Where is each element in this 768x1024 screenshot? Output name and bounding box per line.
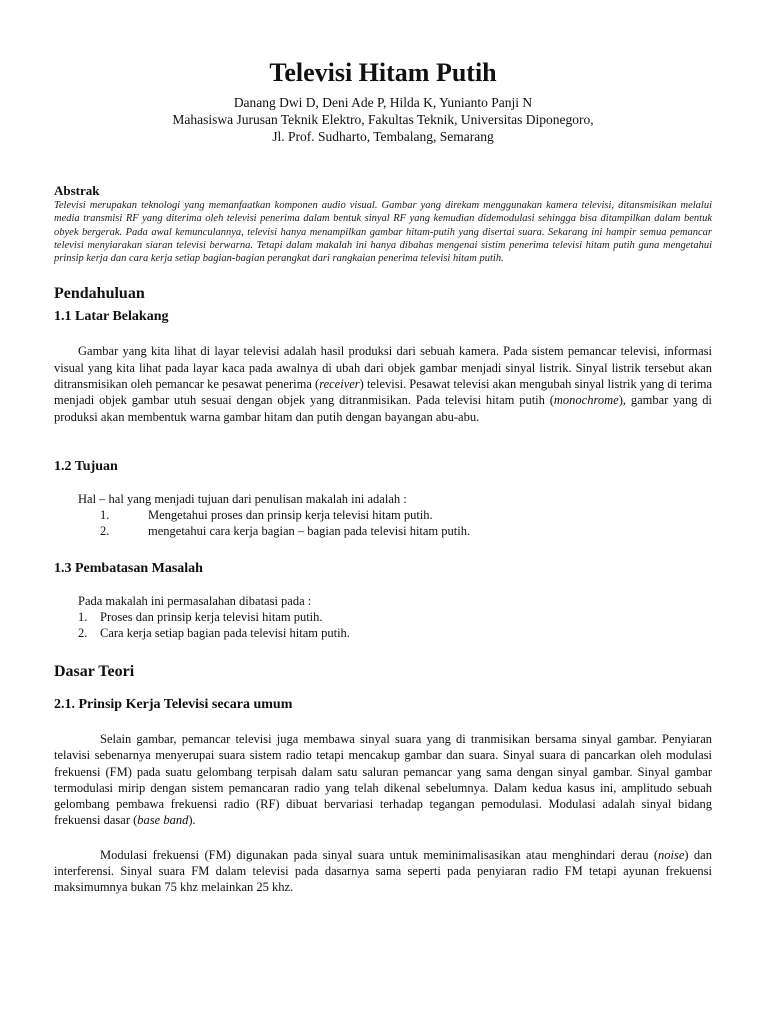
section-heading-dasar-teori: Dasar Teori xyxy=(54,662,135,680)
paragraph-prinsip-kerja-2: Modulasi frekuensi (FM) digunakan pada sinyal suara untuk meminimalisasikan atau menghindari derau (noise) dan interferensi. Sinyal suara FM dalam televisi pada dasarnya sama seperti pada penyiaran radio FM tetapi ayunan frekuensi maksimumnya bukan 75 khz melainkan 25 khz. xyxy=(54,847,712,895)
author-list: Danang Dwi D, Deni Ade P, Hilda K, Yunianto Panji N xyxy=(233,95,533,110)
abstract-text xyxy=(54,199,712,265)
list-item: 1. Mengetahui proses dan prinsip kerja televisi hitam putih. xyxy=(100,507,433,522)
abstract-body: Televisi merupakan teknologi yang memanfaatkan komponen audio visual. Gambar yang direkam menggunakan kamera televisi, ditansmisikan melalui media transmisi RF yang diterima oleh televisi penerima dalam bentuk sinyal RF yang kemudian didemodulasi sehingga bisa ditampilkan dalam bentuk obyek bergerak. Pada awal kemunculannya, televisi hanya menampilkan gambar hitam-putih yang disertai suara. Sekarang ini hampir semua pemancar televisi menyiarakan siaran televisi berwarna. Tetapi dalam makalah ini hanya dibahas mengenai sistim penerima televisi hitam putih guna mengetahui prinsip kerja dan cara kerja setiap bagian-bagian perangkat dari rangkaian penerima televisi hitam putih. xyxy=(54,200,712,265)
paragraph-latar-belakang: Gambar yang kita lihat di layar televisi adalah hasil produksi dari sebuah kamera. Pada sistem pemancar televisi, informasi visual yang kita lihat pada layar kaca pada awalnya di ubah dari objek gambar menjadi sinyal listrik. Sinyal listrik tersebut akan ditransmisikan oleh pemancar ke pesawat penerima (receiver) televisi. Pesawat televisi akan mengubah sinyal listrik yang di terima menjadi objek gambar utuh sesuai dengan objek yang ditranmisikan. Pada televisi hitam putih (monochrome), gambar yang di produksi akan membentuk warna gambar hitam dan putih dengan bayangan abu-abu. xyxy=(54,344,713,424)
tujuan-intro: Hal – hal yang menjadi tujuan dari penulisan makalah ini adalah : xyxy=(78,491,407,506)
pembatasan-list xyxy=(54,609,712,641)
list-item: 1. Proses dan prinsip kerja televisi hitam putih. xyxy=(78,609,323,624)
paper-title: Televisi Hitam Putih xyxy=(269,58,497,87)
list-item: 2. Cara kerja setiap bagian pada televisi hitam putih. xyxy=(78,625,350,640)
tujuan-list xyxy=(54,507,712,539)
section-heading-pendahuluan: Pendahuluan xyxy=(54,285,145,303)
affiliation: Mahasiswa Jurusan Teknik Elektro, Fakultas Teknik, Universitas Diponegoro, xyxy=(172,112,594,127)
subsection-heading-prinsip-kerja: 2.1. Prinsip Kerja Televisi secara umum xyxy=(54,696,293,712)
abstract-heading: Abstrak xyxy=(54,183,100,198)
paragraph-prinsip-kerja-1: Selain gambar, pemancar televisi juga membawa sinyal suara yang di tranmisikan bersama sinyal gambar. Penyiaran telavisi sebenarnya menyerupai suara sistem radio tetapi mencakup gambar dan suara. Sinyal suara di pancarkan oleh modulasi frekuensi (FM) pada suatu gelombang terpisah dalam satu saluran pemancar yang sama dengan sinyal gambar. Sinyal gambar termodulasi mirip dengan sistem pemancaran radio yang telah dikenal sebelumnya. Dalam kedua kasus ini, amplitudo sebuah gelombang pembawa frekuensi radio (RF) dibuat bervariasi terhadap tegangan pemodulasi. Modulasi adalah sinyal bidang frekuensi dasar (base band). xyxy=(54,731,712,828)
pembatasan-intro: Pada makalah ini permasalahan dibatasi pada : xyxy=(78,593,312,608)
subsection-heading-pembatasan-masalah: 1.3 Pembatasan Masalah xyxy=(54,560,203,576)
list-item: 2. mengetahui cara kerja bagian – bagian pada televisi hitam putih. xyxy=(100,523,471,538)
address: Jl. Prof. Sudharto, Tembalang, Semarang xyxy=(272,129,494,144)
subsection-heading-tujuan: 1.2 Tujuan xyxy=(54,458,118,474)
subsection-heading-latar-belakang: 1.1 Latar Belakang xyxy=(54,309,169,325)
